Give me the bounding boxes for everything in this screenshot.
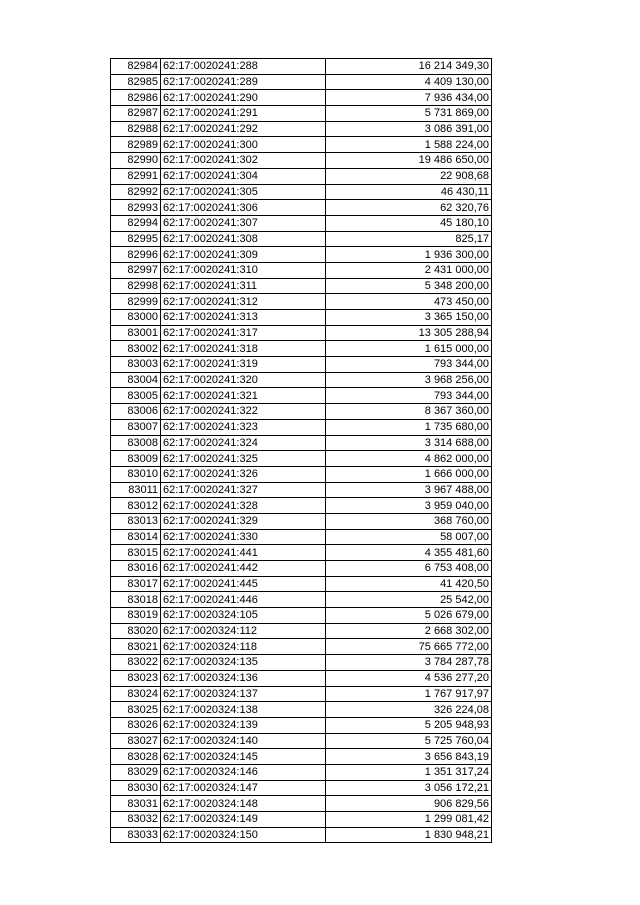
row-number-cell: 82986 — [111, 90, 161, 106]
table-row — [111, 623, 492, 639]
row-number-cell: 82996 — [111, 247, 161, 263]
row-number-cell: 83020 — [111, 623, 161, 639]
cadastral-number-cell: 62:17:0020241:323 — [161, 419, 326, 435]
table-row — [111, 529, 492, 545]
cadastral-number-cell: 62:17:0020241:311 — [161, 278, 326, 294]
row-number-cell: 82987 — [111, 106, 161, 122]
cadastral-value-cell: 2 431 000,00 — [326, 262, 492, 278]
table-row — [111, 702, 492, 718]
cadastral-number-cell: 62:17:0020241:327 — [161, 482, 326, 498]
cadastral-number-cell: 62:17:0020324:139 — [161, 717, 326, 733]
row-number-cell: 83014 — [111, 529, 161, 545]
cadastral-value-cell: 3 967 488,00 — [326, 482, 492, 498]
table-row — [111, 341, 492, 357]
table-row — [111, 231, 492, 247]
cadastral-value-cell: 3 056 172,21 — [326, 780, 492, 796]
cadastral-number-cell: 62:17:0020241:322 — [161, 404, 326, 420]
table-row — [111, 466, 492, 482]
row-number-cell: 83024 — [111, 686, 161, 702]
row-number-cell: 83027 — [111, 733, 161, 749]
cadastral-number-cell: 62:17:0020241:304 — [161, 168, 326, 184]
cadastral-number-cell: 62:17:0020241:291 — [161, 106, 326, 122]
table-row — [111, 498, 492, 514]
cadastral-number-cell: 62:17:0020241:289 — [161, 74, 326, 90]
cadastral-value-cell: 1 767 917,97 — [326, 686, 492, 702]
table-row — [111, 200, 492, 216]
table-row — [111, 106, 492, 122]
row-number-cell: 83018 — [111, 592, 161, 608]
cadastral-number-cell: 62:17:0020324:145 — [161, 749, 326, 765]
cadastral-number-cell: 62:17:0020241:310 — [161, 262, 326, 278]
cadastral-value-cell: 3 365 150,00 — [326, 310, 492, 326]
row-number-cell: 82988 — [111, 121, 161, 137]
table-row — [111, 74, 492, 90]
row-number-cell: 83009 — [111, 451, 161, 467]
cadastral-value-cell: 3 959 040,00 — [326, 498, 492, 514]
cadastral-value-cell: 7 936 434,00 — [326, 90, 492, 106]
table-row — [111, 435, 492, 451]
row-number-cell: 82984 — [111, 59, 161, 75]
cadastral-value-cell: 46 430,11 — [326, 184, 492, 200]
row-number-cell: 83032 — [111, 812, 161, 828]
table-row — [111, 733, 492, 749]
cadastral-value-cell: 3 968 256,00 — [326, 372, 492, 388]
table-row — [111, 137, 492, 153]
cadastral-number-cell: 62:17:0020241:446 — [161, 592, 326, 608]
cadastral-value-cell: 62 320,76 — [326, 200, 492, 216]
table-row — [111, 451, 492, 467]
table-row — [111, 717, 492, 733]
cadastral-value-cell: 906 829,56 — [326, 796, 492, 812]
table-row — [111, 294, 492, 310]
cadastral-number-cell: 62:17:0020241:292 — [161, 121, 326, 137]
row-number-cell: 82989 — [111, 137, 161, 153]
row-number-cell: 83019 — [111, 608, 161, 624]
cadastral-number-cell: 62:17:0020324:136 — [161, 670, 326, 686]
row-number-cell: 83003 — [111, 357, 161, 373]
table-row — [111, 419, 492, 435]
table-row — [111, 827, 492, 843]
cadastral-value-cell: 16 214 349,30 — [326, 59, 492, 75]
cadastral-number-cell: 62:17:0020241:324 — [161, 435, 326, 451]
row-number-cell: 82991 — [111, 168, 161, 184]
table-row — [111, 310, 492, 326]
table-row — [111, 812, 492, 828]
cadastral-value-cell: 3 784 287,78 — [326, 655, 492, 671]
cadastral-number-cell: 62:17:0020241:319 — [161, 357, 326, 373]
cadastral-value-cell: 326 224,08 — [326, 702, 492, 718]
cadastral-number-cell: 62:17:0020241:308 — [161, 231, 326, 247]
cadastral-number-cell: 62:17:0020241:329 — [161, 513, 326, 529]
cadastral-value-cell: 19 486 650,00 — [326, 153, 492, 169]
row-number-cell: 83001 — [111, 325, 161, 341]
row-number-cell: 83010 — [111, 466, 161, 482]
table-row — [111, 59, 492, 75]
document-page — [110, 58, 491, 843]
cadastral-value-cell: 1 299 081,42 — [326, 812, 492, 828]
table-row — [111, 513, 492, 529]
cadastral-value-cell: 22 908,68 — [326, 168, 492, 184]
cadastral-number-cell: 62:17:0020241:330 — [161, 529, 326, 545]
cadastral-number-cell: 62:17:0020324:146 — [161, 764, 326, 780]
cadastral-number-cell: 62:17:0020241:300 — [161, 137, 326, 153]
cadastral-value-cell: 1 351 317,24 — [326, 764, 492, 780]
cadastral-value-cell: 3 086 391,00 — [326, 121, 492, 137]
cadastral-value-cell: 5 205 948,93 — [326, 717, 492, 733]
cadastral-value-cell: 6 753 408,00 — [326, 561, 492, 577]
cadastral-number-cell: 62:17:0020324:137 — [161, 686, 326, 702]
row-number-cell: 83007 — [111, 419, 161, 435]
cadastral-number-cell: 62:17:0020324:112 — [161, 623, 326, 639]
table-row — [111, 404, 492, 420]
row-number-cell: 83021 — [111, 639, 161, 655]
table-row — [111, 545, 492, 561]
cadastral-number-cell: 62:17:0020324:138 — [161, 702, 326, 718]
cadastral-number-cell: 62:17:0020241:302 — [161, 153, 326, 169]
table-row — [111, 262, 492, 278]
table-row — [111, 215, 492, 231]
row-number-cell: 83002 — [111, 341, 161, 357]
cadastral-number-cell: 62:17:0020241:318 — [161, 341, 326, 357]
table-row — [111, 561, 492, 577]
row-number-cell: 82985 — [111, 74, 161, 90]
table-row — [111, 639, 492, 655]
cadastral-number-cell: 62:17:0020324:105 — [161, 608, 326, 624]
cadastral-value-cell: 1 588 224,00 — [326, 137, 492, 153]
row-number-cell: 83004 — [111, 372, 161, 388]
row-number-cell: 82994 — [111, 215, 161, 231]
row-number-cell: 83022 — [111, 655, 161, 671]
cadastral-value-cell: 5 348 200,00 — [326, 278, 492, 294]
row-number-cell: 83030 — [111, 780, 161, 796]
table-row — [111, 121, 492, 137]
table-row — [111, 372, 492, 388]
row-number-cell: 83028 — [111, 749, 161, 765]
table-row — [111, 325, 492, 341]
table-row — [111, 357, 492, 373]
cadastral-number-cell: 62:17:0020241:290 — [161, 90, 326, 106]
row-number-cell: 83026 — [111, 717, 161, 733]
row-number-cell: 83025 — [111, 702, 161, 718]
cadastral-value-cell: 45 180,10 — [326, 215, 492, 231]
cadastral-value-cell: 13 305 288,94 — [326, 325, 492, 341]
row-number-cell: 83006 — [111, 404, 161, 420]
table-row — [111, 655, 492, 671]
cadastral-value-cell: 793 344,00 — [326, 357, 492, 373]
cadastral-value-cell: 1 830 948,21 — [326, 827, 492, 843]
table-row — [111, 388, 492, 404]
cadastral-value-cell: 1 615 000,00 — [326, 341, 492, 357]
cadastral-value-cell: 1 735 680,00 — [326, 419, 492, 435]
table-row — [111, 670, 492, 686]
cadastral-number-cell: 62:17:0020324:149 — [161, 812, 326, 828]
cadastral-number-cell: 62:17:0020241:441 — [161, 545, 326, 561]
cadastral-value-cell: 8 367 360,00 — [326, 404, 492, 420]
table-row — [111, 153, 492, 169]
cadastral-number-cell: 62:17:0020241:321 — [161, 388, 326, 404]
table-row — [111, 592, 492, 608]
cadastral-value-table — [110, 58, 492, 843]
row-number-cell: 82993 — [111, 200, 161, 216]
cadastral-number-cell: 62:17:0020324:140 — [161, 733, 326, 749]
cadastral-value-cell: 75 665 772,00 — [326, 639, 492, 655]
cadastral-number-cell: 62:17:0020241:442 — [161, 561, 326, 577]
cadastral-number-cell: 62:17:0020241:445 — [161, 576, 326, 592]
cadastral-number-cell: 62:17:0020241:317 — [161, 325, 326, 341]
cadastral-number-cell: 62:17:0020241:307 — [161, 215, 326, 231]
cadastral-value-cell: 4 409 130,00 — [326, 74, 492, 90]
row-number-cell: 82990 — [111, 153, 161, 169]
cadastral-value-cell: 3 314 688,00 — [326, 435, 492, 451]
row-number-cell: 82995 — [111, 231, 161, 247]
cadastral-number-cell: 62:17:0020241:305 — [161, 184, 326, 200]
cadastral-number-cell: 62:17:0020241:326 — [161, 466, 326, 482]
row-number-cell: 83012 — [111, 498, 161, 514]
cadastral-number-cell: 62:17:0020241:309 — [161, 247, 326, 263]
table-row — [111, 90, 492, 106]
cadastral-value-cell: 473 450,00 — [326, 294, 492, 310]
table-row — [111, 576, 492, 592]
table-row — [111, 686, 492, 702]
row-number-cell: 83013 — [111, 513, 161, 529]
cadastral-value-cell: 5 731 869,00 — [326, 106, 492, 122]
cadastral-number-cell: 62:17:0020324:118 — [161, 639, 326, 655]
table-row — [111, 764, 492, 780]
cadastral-value-cell: 5 026 679,00 — [326, 608, 492, 624]
cadastral-number-cell: 62:17:0020241:312 — [161, 294, 326, 310]
table-row — [111, 278, 492, 294]
table-row — [111, 796, 492, 812]
cadastral-value-cell: 3 656 843,19 — [326, 749, 492, 765]
cadastral-number-cell: 62:17:0020241:313 — [161, 310, 326, 326]
cadastral-value-cell: 58 007,00 — [326, 529, 492, 545]
row-number-cell: 82997 — [111, 262, 161, 278]
cadastral-number-cell: 62:17:0020241:320 — [161, 372, 326, 388]
row-number-cell: 83017 — [111, 576, 161, 592]
cadastral-value-cell: 5 725 760,04 — [326, 733, 492, 749]
cadastral-value-cell: 368 760,00 — [326, 513, 492, 529]
row-number-cell: 82992 — [111, 184, 161, 200]
cadastral-value-cell: 4 536 277,20 — [326, 670, 492, 686]
row-number-cell: 83016 — [111, 561, 161, 577]
table-body — [111, 59, 492, 843]
cadastral-value-cell: 25 542,00 — [326, 592, 492, 608]
cadastral-number-cell: 62:17:0020324:150 — [161, 827, 326, 843]
cadastral-number-cell: 62:17:0020241:328 — [161, 498, 326, 514]
row-number-cell: 83011 — [111, 482, 161, 498]
row-number-cell: 83005 — [111, 388, 161, 404]
cadastral-number-cell: 62:17:0020324:135 — [161, 655, 326, 671]
cadastral-value-cell: 4 355 481,60 — [326, 545, 492, 561]
row-number-cell: 83029 — [111, 764, 161, 780]
row-number-cell: 83031 — [111, 796, 161, 812]
cadastral-number-cell: 62:17:0020324:147 — [161, 780, 326, 796]
table-row — [111, 749, 492, 765]
cadastral-number-cell: 62:17:0020324:148 — [161, 796, 326, 812]
cadastral-value-cell: 793 344,00 — [326, 388, 492, 404]
cadastral-value-cell: 1 666 000,00 — [326, 466, 492, 482]
row-number-cell: 83008 — [111, 435, 161, 451]
table-row — [111, 184, 492, 200]
table-row — [111, 247, 492, 263]
row-number-cell: 83023 — [111, 670, 161, 686]
cadastral-number-cell: 62:17:0020241:288 — [161, 59, 326, 75]
row-number-cell: 82998 — [111, 278, 161, 294]
cadastral-number-cell: 62:17:0020241:325 — [161, 451, 326, 467]
row-number-cell: 83033 — [111, 827, 161, 843]
cadastral-value-cell: 4 862 000,00 — [326, 451, 492, 467]
cadastral-number-cell: 62:17:0020241:306 — [161, 200, 326, 216]
cadastral-value-cell: 41 420,50 — [326, 576, 492, 592]
table-row — [111, 780, 492, 796]
row-number-cell: 83015 — [111, 545, 161, 561]
table-row — [111, 168, 492, 184]
row-number-cell: 83000 — [111, 310, 161, 326]
row-number-cell: 82999 — [111, 294, 161, 310]
cadastral-value-cell: 1 936 300,00 — [326, 247, 492, 263]
table-row — [111, 482, 492, 498]
cadastral-value-cell: 2 668 302,00 — [326, 623, 492, 639]
table-row — [111, 608, 492, 624]
cadastral-value-cell: 825,17 — [326, 231, 492, 247]
